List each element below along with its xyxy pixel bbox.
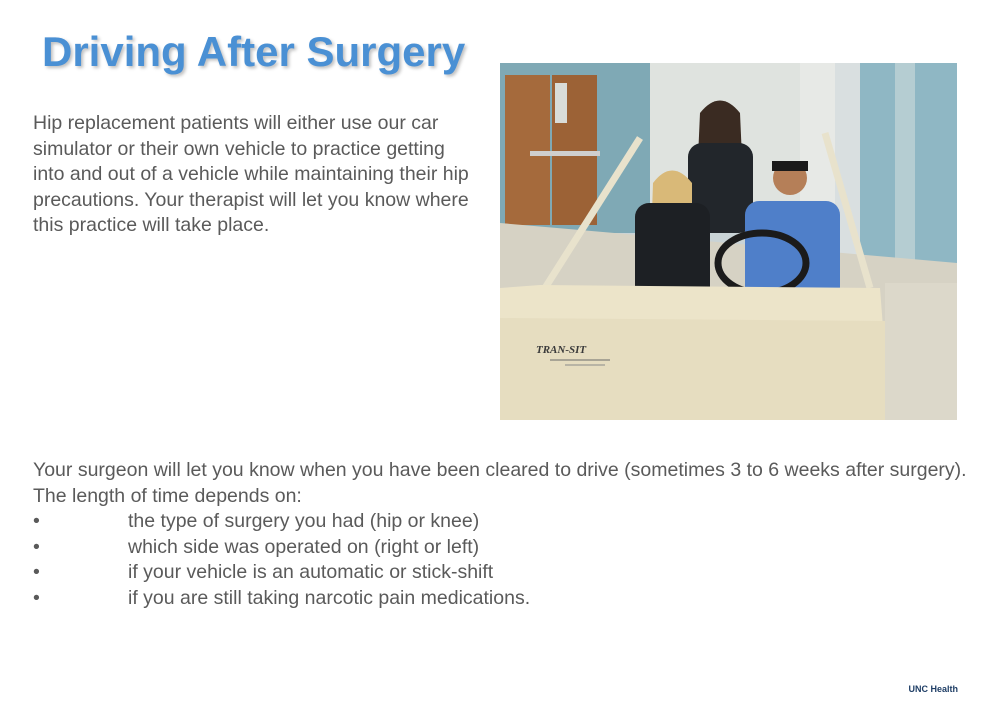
list-item: [33, 535, 833, 561]
list-item: [33, 560, 833, 586]
bullet-icon: •: [33, 586, 40, 609]
intro-paragraph: Hip replacement patients will either use our car simulator or their own vehicle to practice getting into and out of a vehicle while maintaining their hip precautions. Your therapist will let you know where this practice will take place.: [33, 112, 469, 236]
footer-logo-text: UNC Health: [908, 684, 958, 694]
bullet-icon: •: [33, 510, 40, 532]
bullet-text: if your vehicle is an automatic or stick-shift: [128, 561, 494, 583]
slide-title: Driving After Surgery: [42, 28, 466, 75]
bullet-list: [33, 509, 833, 611]
bullet-text: which side was operated on (right or left): [128, 535, 480, 558]
car-brand-label: TRAN-SIT: [536, 344, 587, 356]
bullet-text: the type of surgery you had (hip or knee): [128, 510, 480, 532]
list-item: [33, 586, 833, 612]
bullet-text: if you are still taking narcotic pain medications.: [128, 586, 531, 609]
bullet-icon: •: [33, 535, 40, 558]
bullet-icon: •: [33, 561, 40, 583]
cleared-to-drive-paragraph: Your surgeon will let you know when you have been cleared to drive (sometimes 3 to 6 weeks after surgery). The length of time depends on:: [33, 459, 967, 507]
car-simulator-photo: [500, 63, 957, 420]
list-item: [33, 509, 833, 535]
